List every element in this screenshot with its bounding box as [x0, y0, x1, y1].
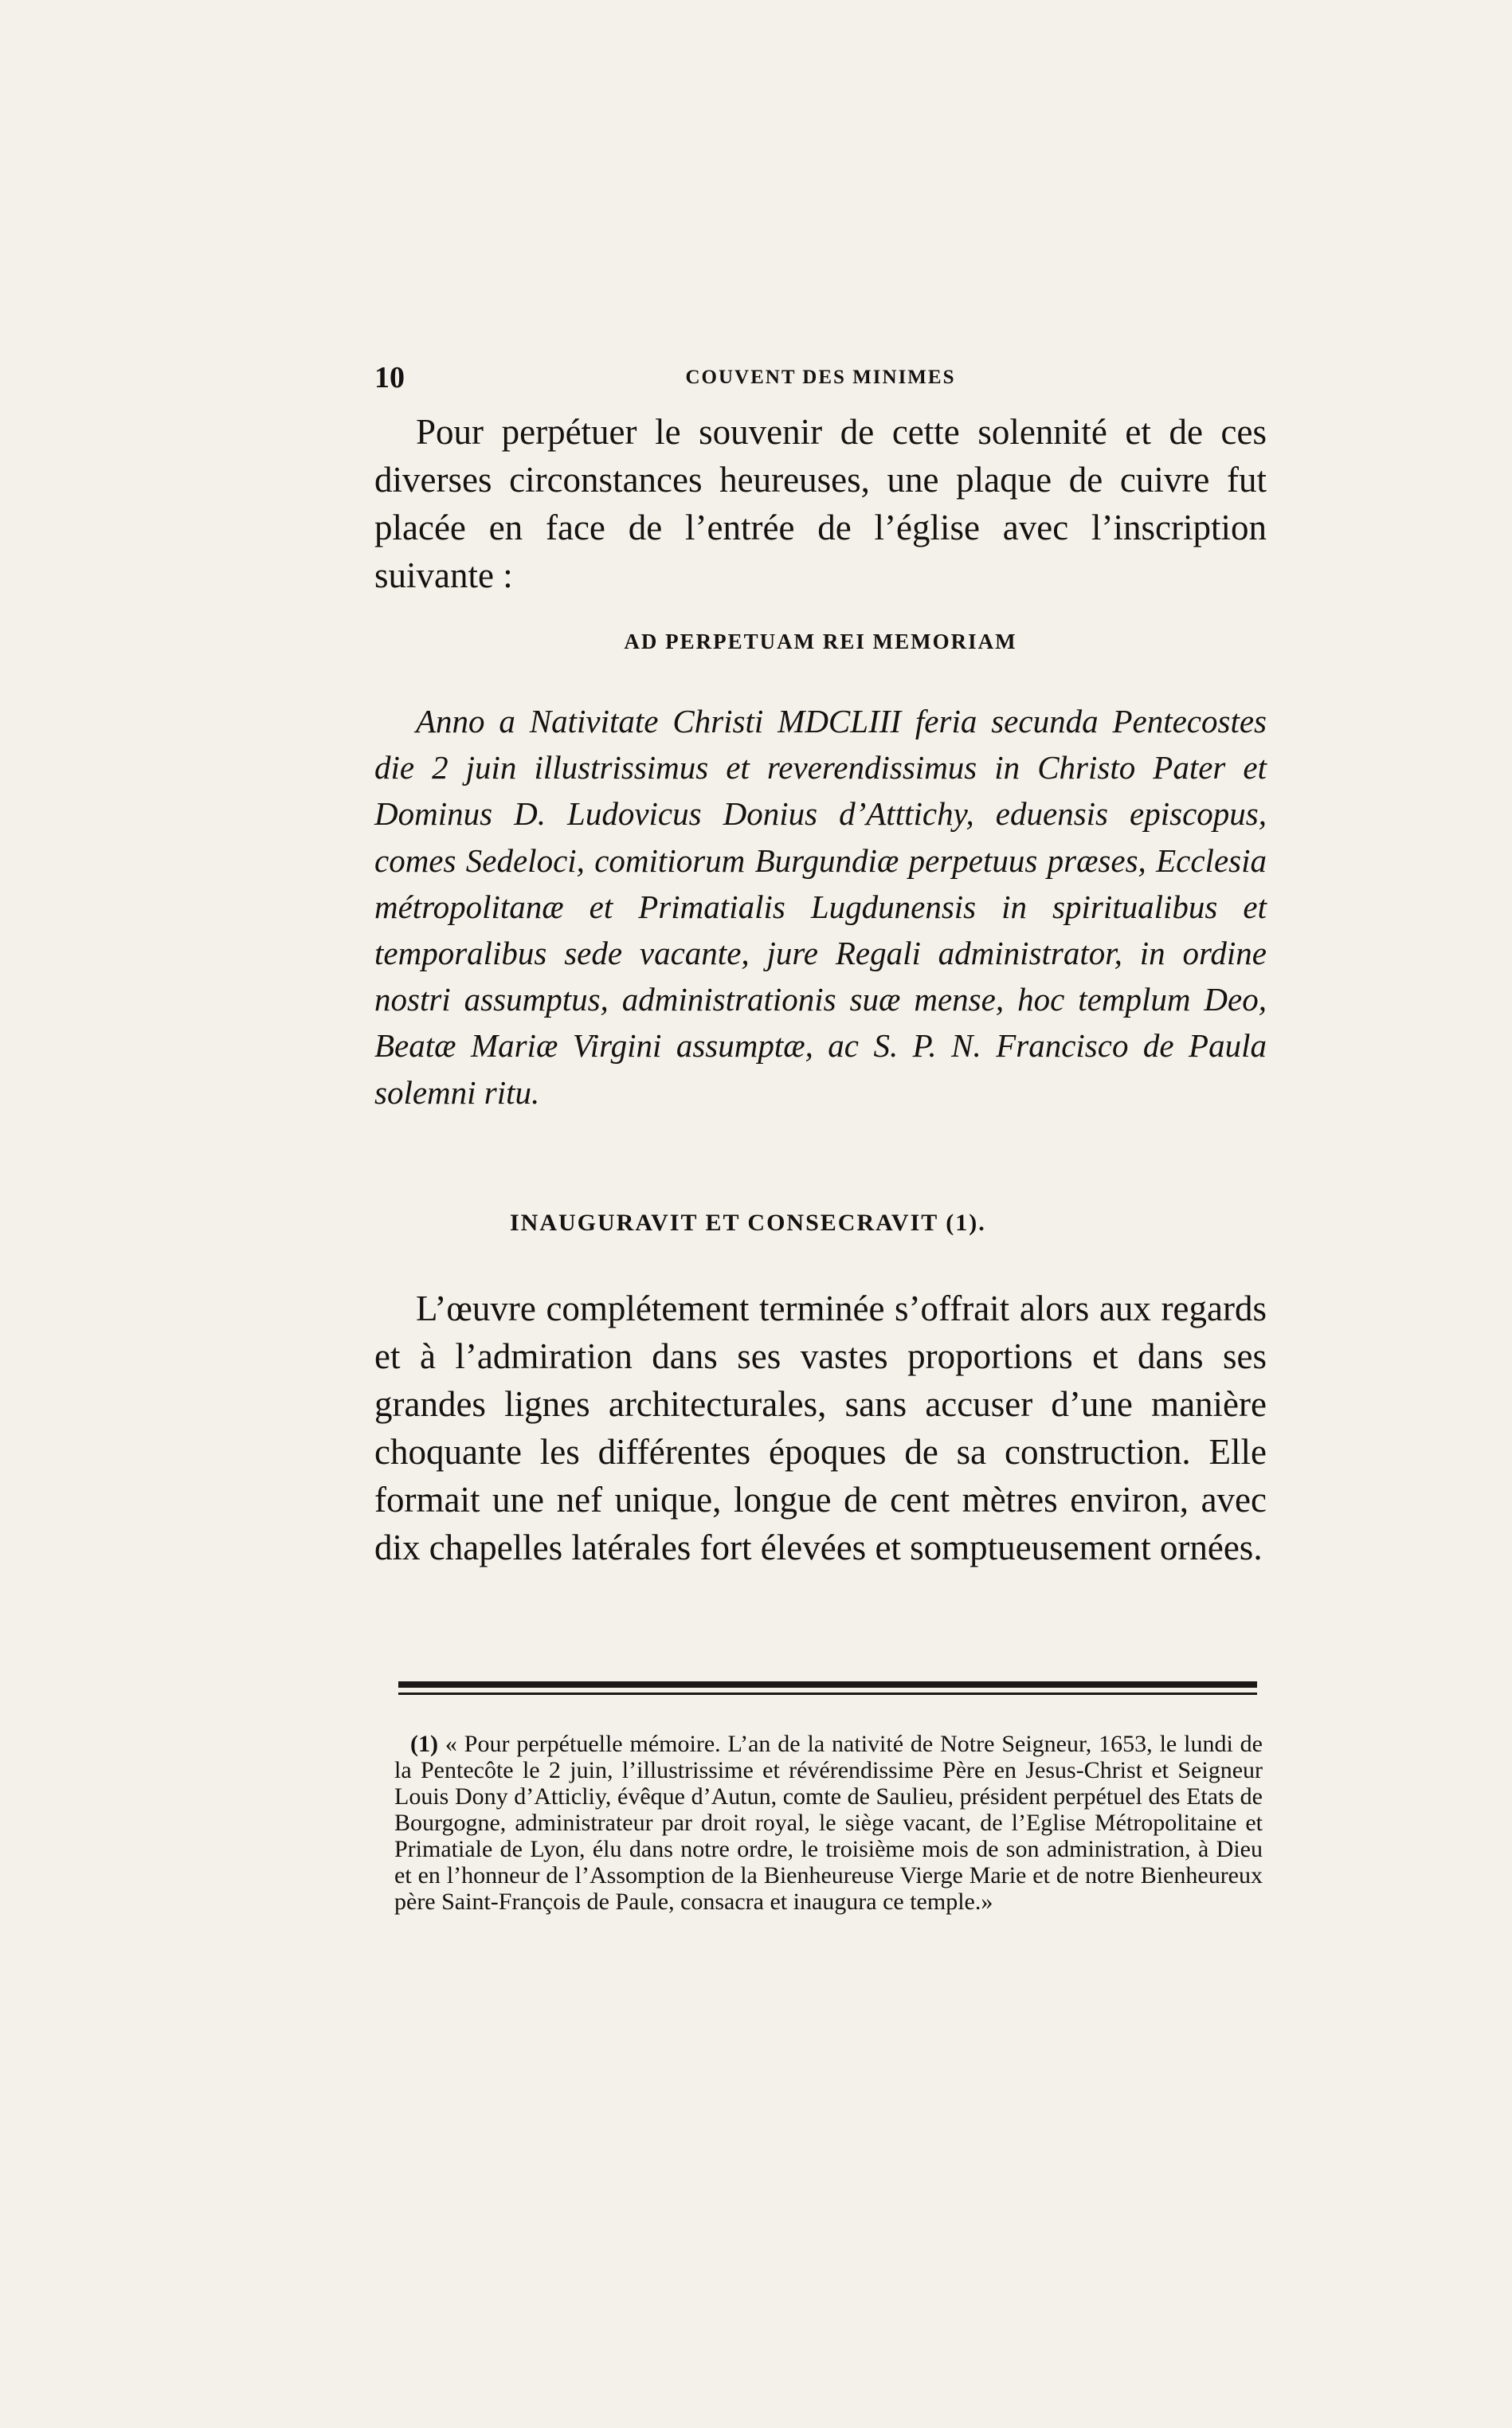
running-title: COUVENT DES MINIMES: [685, 367, 956, 388]
inscription-latin-text: Anno a Nativitate Christi MDCLIII feria secunda Pentecostes die 2 juin illustrissimus et reverendissimus in Christo Pater et Dominus D. Ludovicus Donius d’Atttichy, eduensis episcopus, comes Sedeloci, comitiorum Burgundiæ perpetuus præses, Ecclesia métropolitanæ et Primatialis Lugdunensis in spiritualibus et temporalibus sede vacante, jure Regali administrator, in ordine nostri assumptus, administrationis suæ mense, hoc templum Deo, Beatæ Mariæ Virgini assumptæ, ac S. P. N. Francisco de Paula solemni ritu.: [374, 703, 1267, 1111]
inscription-heading: AD PERPETUAM REI MEMORIAM: [624, 630, 1017, 653]
footnote-marker: (1): [410, 1731, 438, 1757]
body-paragraph: L’œuvre complétement terminée s’offrait alors aux regards et à l’admiration dans ses vastes proportions et dans ses grandes lignes architecturales, sans accuser d’une manière choquante les différentes époques de sa construction. Elle formait une nef unique, longue de cent mètres environ, avec dix chapelles latérales fort élevées et somptueusement ornées.: [374, 1289, 1267, 1567]
page-number: 10: [374, 361, 405, 394]
footnote-separator-thick: [398, 1681, 1257, 1688]
footnote-separator-thin: [398, 1693, 1257, 1695]
page-header: [374, 360, 1267, 408]
footnote-text: « Pour perpétuelle mémoire. L’an de la nativité de Notre Seigneur, 1653, le lundi de la Pentecôte le 2 juin, l’illustrissime et révérendissime Père en Jesus-Christ et Seigneur Louis Dony d’Atticliy, évêque d’Autun, comte de Saulieu, président perpétuel des Etats de Bourgogne, administrateur par droit royal, le siège vacant, de l’Eglise Métropolitaine et Primatiale de Lyon, élu dans notre ordre, le troisième mois de son administration, à Dieu et en l’honneur de l’Assomption de la Bienheureuse Vierge Marie et de notre Bienheureux père Saint-François de Paule, consacra et inaugura ce temple.»: [394, 1731, 1263, 1915]
intro-paragraph: Pour perpétuer le souvenir de cette solennité et de ces diverses circonstances heureuses, une plaque de cuivre fut placée en face de l’entrée de l’église avec l’inscription suivante :: [374, 412, 1267, 595]
inscription-closing: INAUGURAVIT ET CONSECRAVIT (1).: [510, 1210, 986, 1236]
footnote: [394, 1731, 1263, 1915]
